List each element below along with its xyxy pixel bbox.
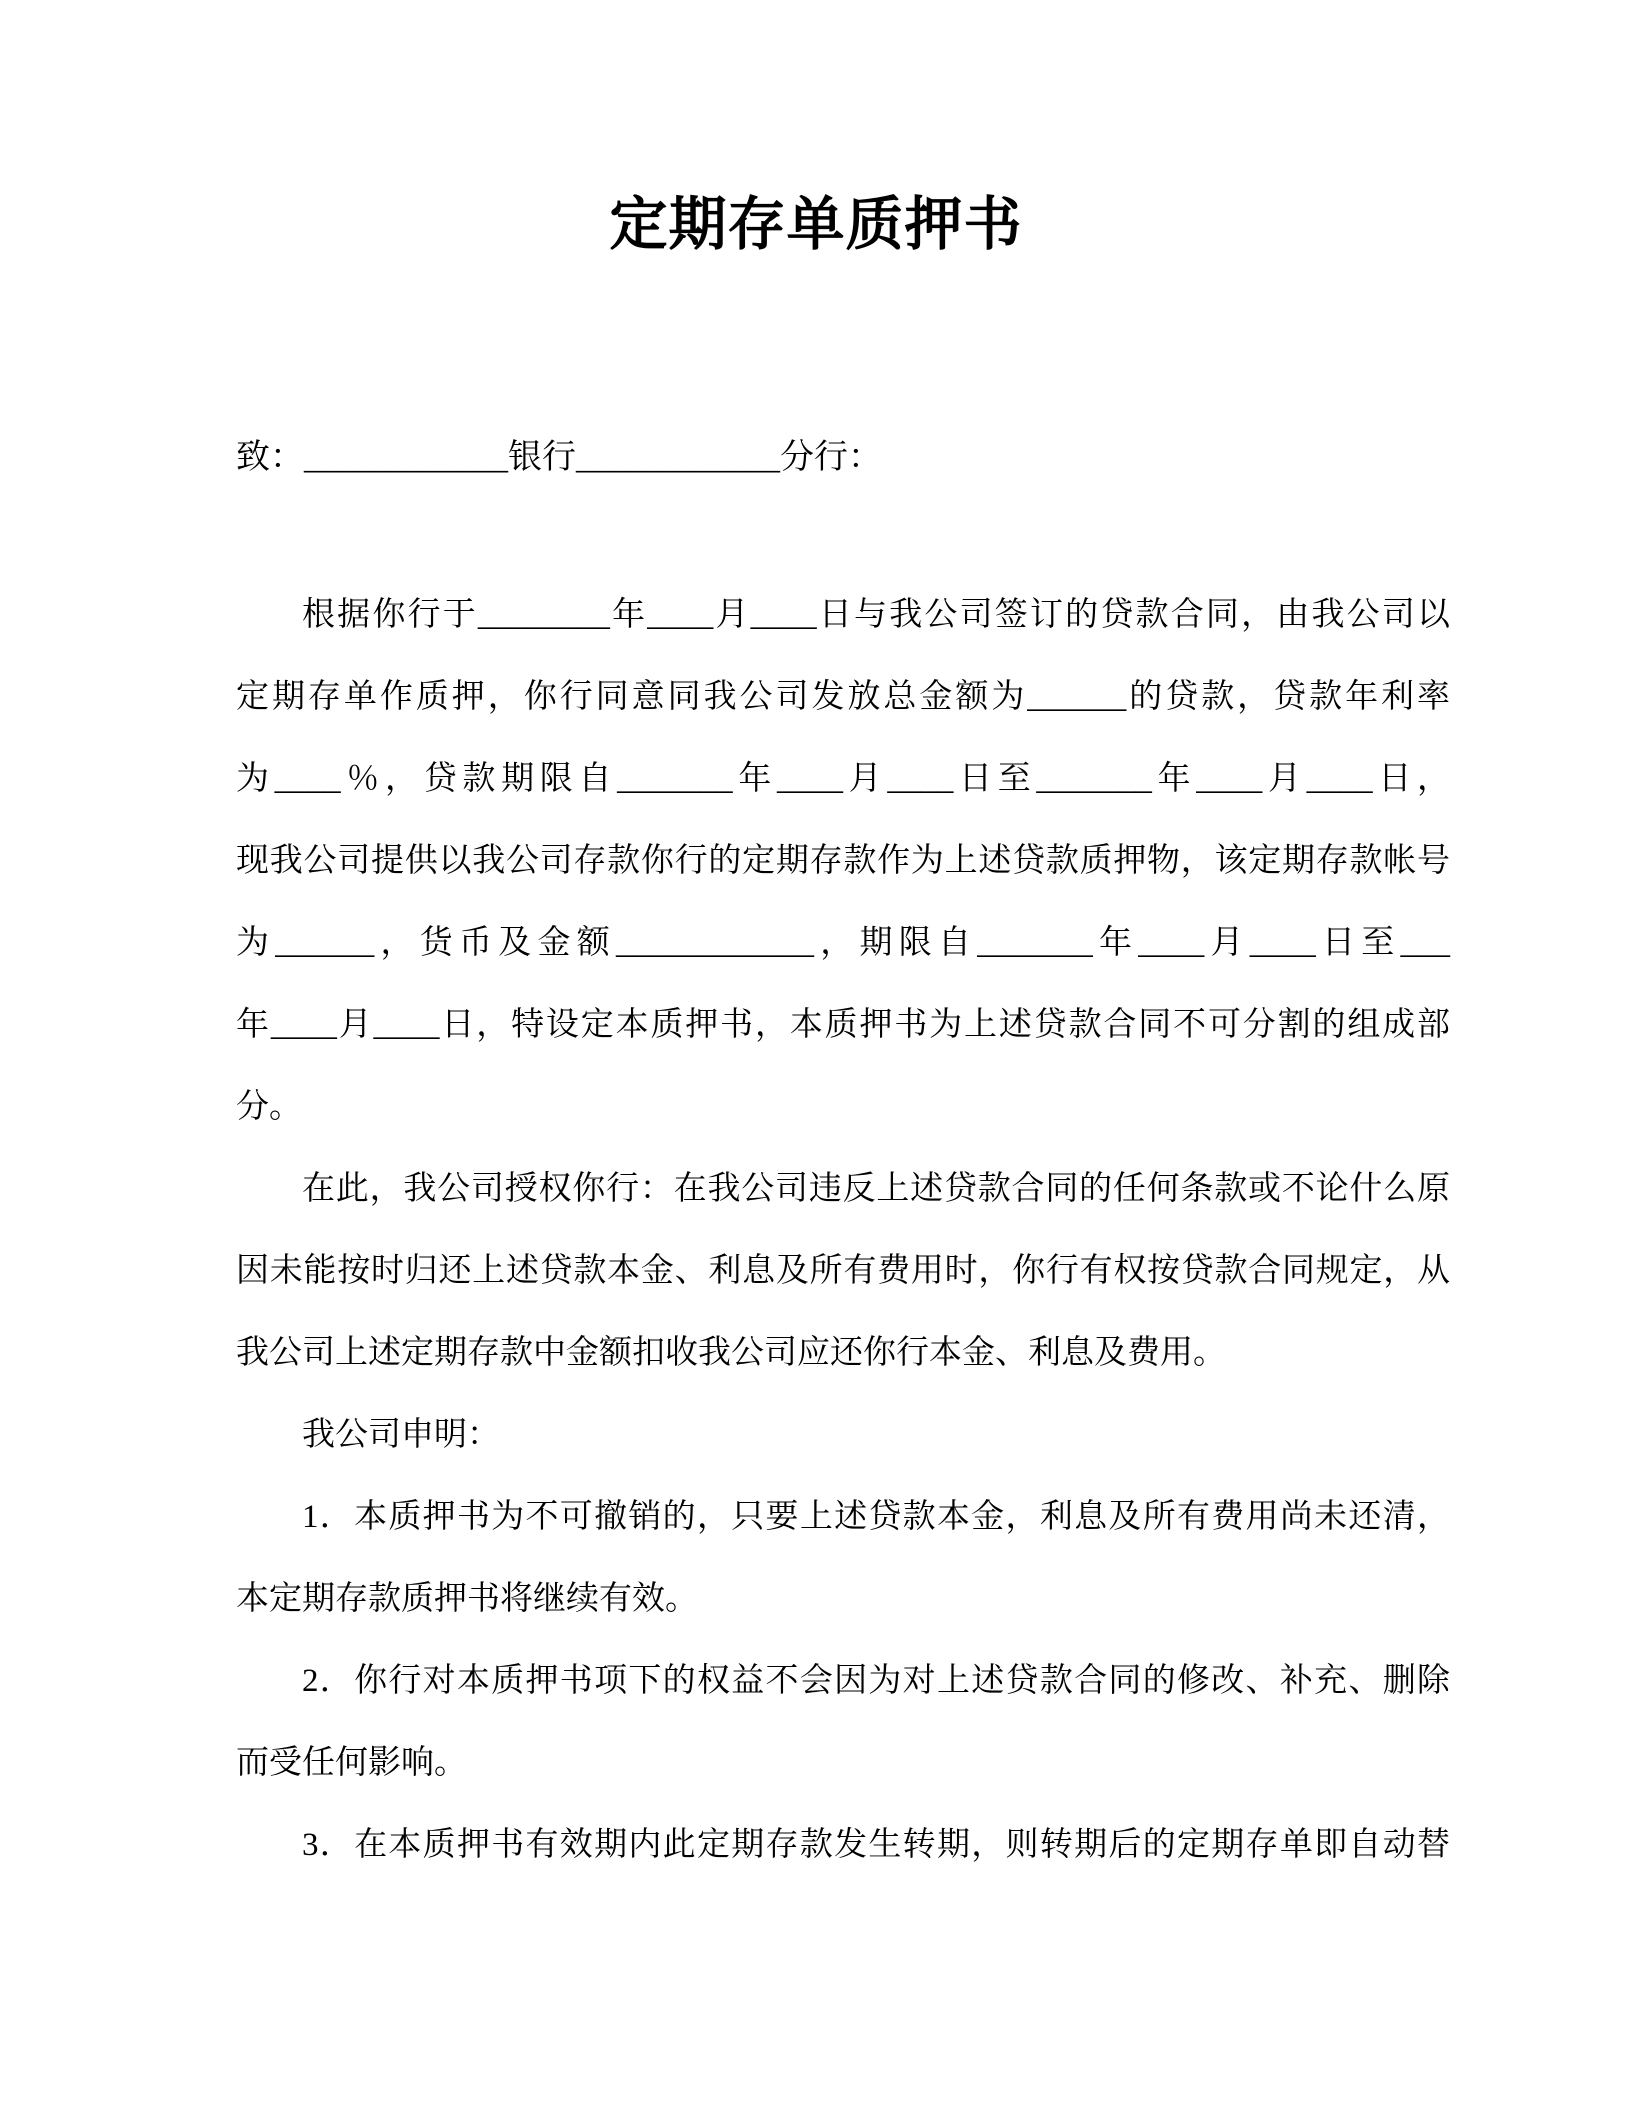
body-line: 在此，我公司授权你行：在我公司违反上述贷款合同的任何条款或不论什么原 [302,1171,1450,1207]
body-line: 定期存单作质押，你行同意同我公司发放总金额为______的贷款，贷款年利率 [236,679,1450,715]
body-line: 为______，货币及金额____________，期限自_______年____月____日至___ [236,925,1450,961]
body-line: 1．本质押书为不可撤销的，只要上述贷款本金，利息及所有费用尚未还清， [302,1499,1450,1535]
body-line: 2．你行对本质押书项下的权益不会因为对上述贷款合同的修改、补充、删除 [302,1663,1450,1699]
body-line: 3．在本质押书有效期内此定期存款发生转期，则转期后的定期存单即自动替 [302,1827,1450,1863]
body-line: 而受任何影响。 [236,1745,467,1781]
body-line: 我公司上述定期存款中金额扣收我公司应还你行本金、利息及费用。 [236,1335,1226,1371]
body-line: 为____％，贷款期限自_______年____月____日至_______年____月____日， [236,761,1450,797]
body-line: 分。 [236,1089,302,1125]
body-line: 因未能按时归还上述贷款本金、利息及所有费用时，你行有权按贷款合同规定，从 [236,1253,1450,1289]
body-line: 我公司申明： [302,1417,500,1453]
body-line: 现我公司提供以我公司存款你行的定期存款作为上述贷款质押物，该定期存款帐号 [236,843,1450,879]
body-line: 本定期存款质押书将继续有效。 [236,1581,698,1617]
document-body [236,574,1450,1886]
greeting-line: 致：____________银行____________分行： [236,439,882,476]
body-line: 根据你行于________年____月____日与我公司签订的贷款合同，由我公司以 [302,597,1450,633]
document-title: 定期存单质押书 [609,192,1023,257]
body-line: 年____月____日，特设定本质押书，本质押书为上述贷款合同不可分割的组成部 [236,1007,1450,1043]
